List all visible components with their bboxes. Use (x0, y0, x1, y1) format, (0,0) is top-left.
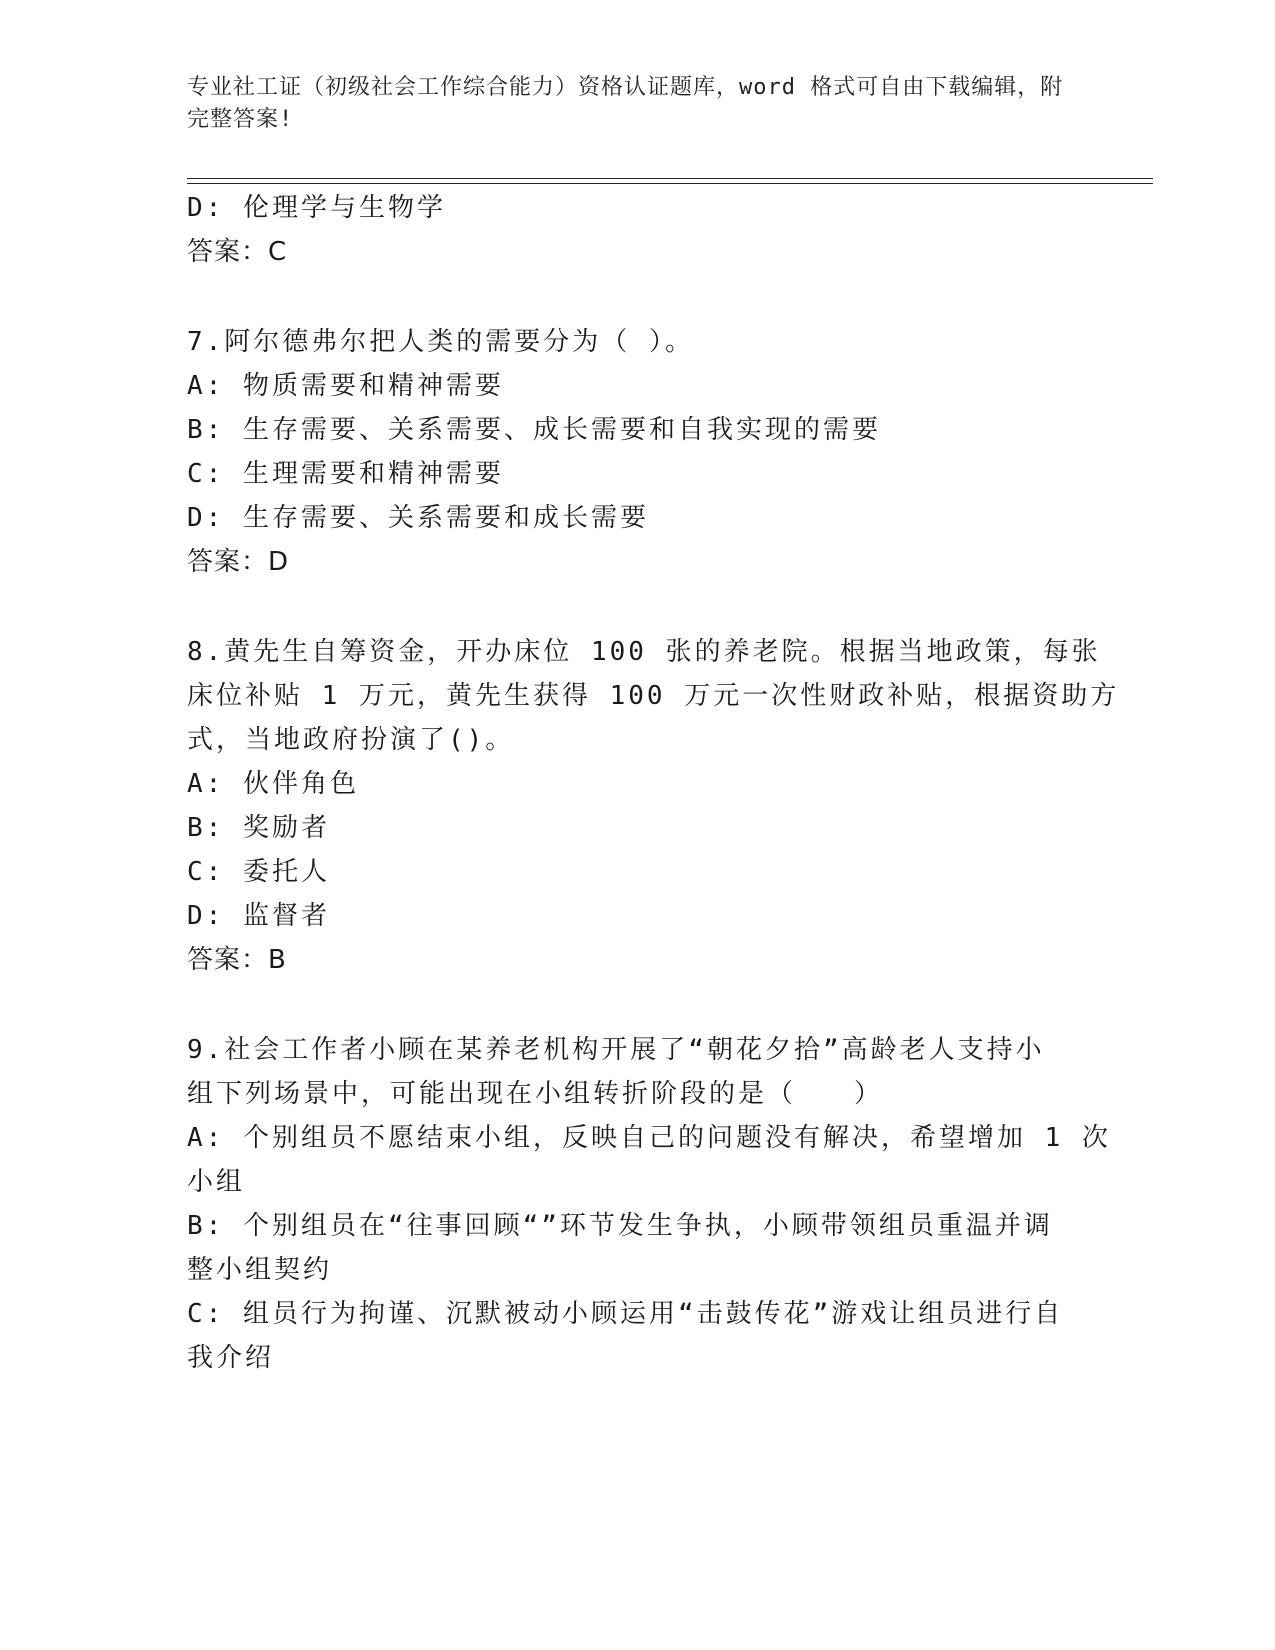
q9-option-b-line-1: B: 个别组员在“往事回顾“”环节发生争执，小顾带领组员重温并调 (187, 1211, 1053, 1241)
prev-question-option-d: D: 伦理学与生物学 (187, 193, 446, 223)
q7-stem: 7.阿尔德弗尔把人类的需要分为（ ）。 (187, 327, 694, 357)
q8-option-c: C: 委托人 (187, 857, 330, 887)
q9-stem-line-1: 9.社会工作者小顾在某养老机构开展了“朝花夕拾”高龄老人支持小 (187, 1035, 1045, 1065)
q7-option-d: D: 生存需要、关系需要和成长需要 (187, 503, 649, 533)
q8-option-b: B: 奖励者 (187, 813, 330, 843)
q9-option-c-line-1: C: 组员行为拘谨、沉默被动小顾运用“击鼓传花”游戏让组员进行自 (187, 1299, 1064, 1329)
q7-answer: 答案：D (187, 547, 290, 577)
q8-option-d: D: 监督者 (187, 901, 330, 931)
header-rule-bottom (187, 183, 1153, 184)
prev-question-answer: 答案：C (187, 237, 288, 267)
q8-stem-line-3: 式，当地政府扮演了()。 (187, 725, 515, 755)
q7-option-b: B: 生存需要、关系需要、成长需要和自我实现的需要 (187, 415, 881, 445)
q9-stem-line-2: 组下列场景中，可能出现在小组转折阶段的是（ ） (187, 1079, 884, 1109)
q8-stem-line-2: 床位补贴 1 万元，黄先生获得 100 万元一次性财政补贴，根据资助方 (187, 681, 1120, 711)
q9-option-a-line-2: 小组 (187, 1167, 246, 1197)
q9-option-a-line-1: A: 个别组员不愿结束小组，反映自己的问题没有解决，希望增加 1 次 (187, 1123, 1111, 1153)
q9-option-b-line-2: 整小组契约 (187, 1255, 333, 1285)
header-rule-top (187, 178, 1153, 179)
q7-option-a: A: 物质需要和精神需要 (187, 371, 504, 401)
q8-option-a: A: 伙伴角色 (187, 769, 359, 799)
q9-option-c-line-2: 我介绍 (187, 1343, 275, 1373)
q7-option-c: C: 生理需要和精神需要 (187, 459, 504, 489)
q8-stem-line-1: 8.黄先生自筹资金，开办床位 100 张的养老院。根据当地政策，每张 (187, 637, 1101, 667)
page-header: 专业社工证（初级社会工作综合能力）资格认证题库，word 格式可自由下载编辑，附完整答案! (187, 75, 1064, 132)
q8-answer: 答案：B (187, 945, 287, 975)
